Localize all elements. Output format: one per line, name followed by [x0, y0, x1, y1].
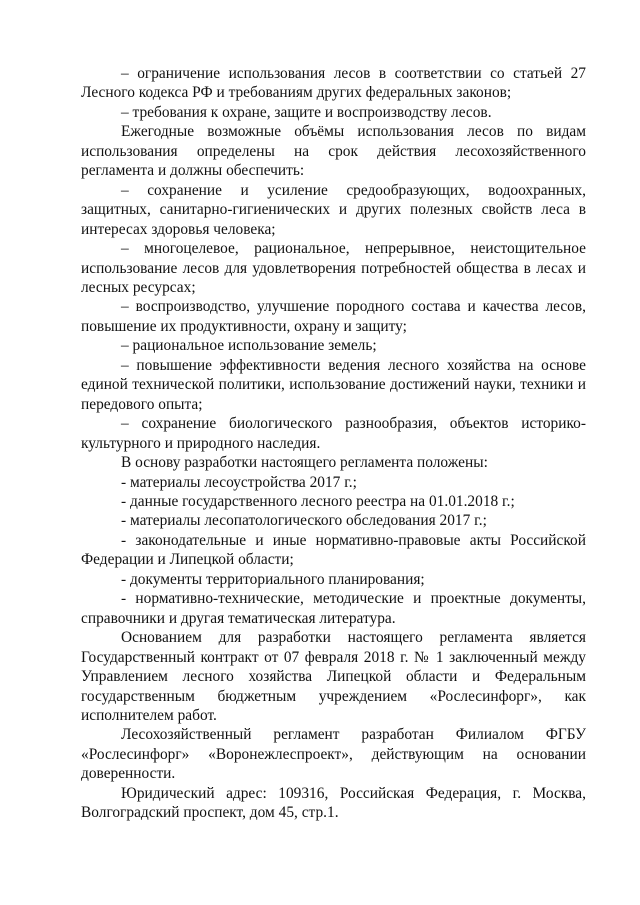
list-item-pathology-survey: - материалы лесопатологического обследования 2017 г.; — [121, 512, 487, 530]
paragraph-protection-requirements: – требования к охране, защите и воспроизводству лесов. — [121, 103, 492, 121]
list-item-legal-acts: - законодательные и иные нормативно-правовые акты Российской Федерации и Липецкой области; — [81, 531, 586, 569]
paragraph-forest-use-restriction: – ограничение использования лесов в соответствии со статьей 27 Лесного кодекса РФ и требованиям других федеральных законов; — [81, 65, 586, 102]
paragraph-legal-address: Юридический адрес: 109316, Российская Федерация, г. Москва, Волгоградский проспект, дом 45, стр.1. — [81, 784, 586, 822]
paragraph-reproduction: – воспроизводство, улучшение породного состава и качества лесов, повышение их продуктивности, охрану и защиту; — [81, 298, 586, 335]
paragraph-multipurpose-use: – многоцелевое, рациональное, непрерывное, неистощительное использование лесов для удовлетворения потребностей общества в лесах и лесных ресурсах; — [81, 240, 586, 296]
paragraph-efficiency: – повышение эффективности ведения лесного хозяйства на основе единой технической политики, использование достижений науки, техники и передового опыта; — [81, 356, 586, 413]
paragraph-state-contract: Основанием для разработки настоящего регламента является Государственный контракт от 07 февраля 2018 г. № 1 заключенный между Управлением лесного хозяйства Липецкой области и Федеральным государственным бюджетным учреждением «Рослесинфорг», как исполнителем работ. — [81, 629, 586, 724]
paragraph-developer: Лесохозяйственный регламент разработан Филиалом ФГБУ «Рослесинфорг» «Воронежлеспроект», действующим на основании доверенности. — [81, 726, 586, 783]
document-body — [81, 64, 586, 823]
list-item-territorial-planning: - документы территориального планирования; — [121, 570, 425, 588]
paragraph-biodiversity: – сохранение биологического разнообразия, объектов историко-культурного и природного наследия. — [81, 415, 586, 452]
list-item-technical-documents: - нормативно-технические, методические и проектные документы, справочники и другая тематическая литература. — [81, 590, 586, 627]
list-item-forest-register: - данные государственного лесного реестра на 01.01.2018 г.; — [121, 492, 515, 510]
paragraph-land-use: – рациональное использование земель; — [121, 337, 377, 355]
paragraph-annual-volumes: Ежегодные возможные объёмы использования лесов по видам использования определены на срок действия лесохозяйственного регламента и должны обеспечить: — [81, 123, 586, 180]
paragraph-basis-intro: В основу разработки настоящего регламента положены: — [121, 454, 488, 472]
paragraph-environment-properties: – сохранение и усиление средообразующих, водоохранных, защитных, санитарно-гигиенических и других полезных свойств леса в интересах здоровья человека; — [81, 181, 586, 238]
list-item-forest-inventory: - материалы лесоустройства 2017 г.; — [121, 473, 357, 491]
